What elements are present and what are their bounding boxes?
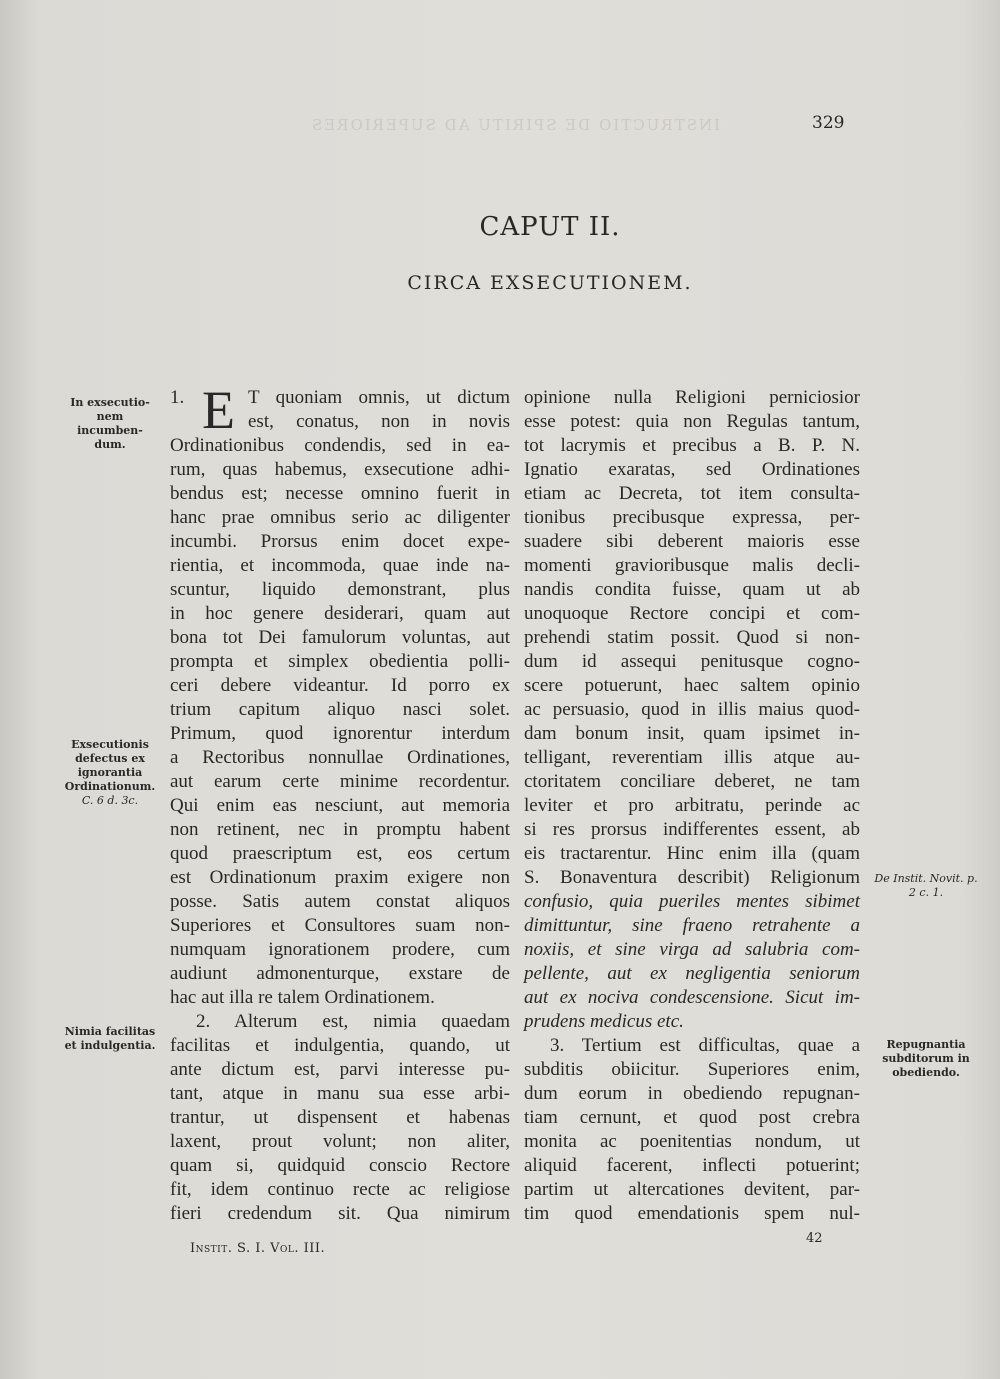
text-line: si res prorsus indifferentes essent, ab <box>524 819 860 840</box>
text-line: monita ac poenitentias nondum, ut <box>524 1131 860 1152</box>
text-line: hanc prae omnibus serio ac diligenter <box>170 507 510 528</box>
margin-note-facilitas: Nimia facilitas et indulgentia. <box>64 1025 156 1052</box>
bleed-through-header: INSTRUCTIO DE SPIRITU AD SUPERIORES <box>310 116 721 134</box>
text-line: ante dictum est, parvi interesse pu- <box>170 1059 510 1080</box>
text-line: fit, idem continuo recte ac religiose <box>170 1179 510 1200</box>
text-line: T quoniam omnis, ut dictum <box>248 387 510 408</box>
text-line: tim quod emendationis spem nul- <box>524 1203 860 1224</box>
text-line: aut ex nociva condescensione. Sicut im- <box>524 987 860 1008</box>
text-line: nandis condita fuisse, quam ut ab <box>524 579 860 600</box>
text-line: est, conatus, non in novis <box>248 411 510 432</box>
text-line: suadere sibi deberent maioris esse <box>524 531 860 552</box>
text-line: facilitas et indulgentia, quando, ut <box>170 1035 510 1056</box>
text-line: tant, atque in manu sua esse arbi- <box>170 1083 510 1104</box>
text-line: pellente, aut ex negligentia seniorum <box>524 963 860 984</box>
text-line: a Rectoribus nonnullae Ordinationes, <box>170 747 510 768</box>
text-line: non retinent, nec in promptu habent <box>170 819 510 840</box>
text-line: hac aut illa re talem Ordinationem. <box>170 987 435 1008</box>
text-line: momenti gravioribusque malis decli- <box>524 555 860 576</box>
text-line: dum eorum in obediendo repugnan- <box>524 1083 860 1104</box>
text-line: ac persuasio, quod in illis maius quod- <box>524 699 860 720</box>
text-line: tiam cernunt, et quod post crebra <box>524 1107 860 1128</box>
text-line: incumbi. Prorsus enim docet expe- <box>170 531 510 552</box>
margin-note-ignorantia-text: Exsecutionis defectus ex ignorantia Ordinationum. <box>64 738 156 793</box>
text-line: fieri credendum sit. Qua nimirum <box>170 1203 510 1224</box>
text-line: ctoritatem conciliare deberet, ne tam <box>524 771 860 792</box>
text-line: posse. Satis autem constat aliquos <box>170 891 510 912</box>
text-line: partim ut altercationes devitent, par- <box>524 1179 860 1200</box>
text-line: Ignatio exaratas, sed Ordinationes <box>524 459 860 480</box>
text-line: confusio, quia pueriles mentes sibimet <box>524 891 860 912</box>
text-line: dam bonum insit, quam ipsimet in- <box>524 723 860 744</box>
page-number: 329 <box>812 113 845 133</box>
text-line: prudens medicus etc. <box>524 1011 684 1032</box>
text-line: etiam ac Decreta, tot item consulta- <box>524 483 860 504</box>
text-line: 3. Tertium est difficultas, quae a <box>550 1035 860 1056</box>
text-line: 2. Alterum est, nimia quaedam <box>196 1011 510 1032</box>
text-line: unoquoque Rectore concipi et com- <box>524 603 860 624</box>
text-line: trium capitum aliquo nasci solet. <box>170 699 510 720</box>
footer-signature: Instit. S. I. Vol. III. <box>190 1241 326 1256</box>
text-line: esse potest: quia non Regulas tantum, <box>524 411 860 432</box>
chapter-title: CAPUT II. <box>479 212 621 242</box>
text-line: subditis obiicitur. Superiores enim, <box>524 1059 860 1080</box>
text-line: est Ordinationum praxim exigere non <box>170 867 510 888</box>
text-line: dum id assequi penitusque cogno- <box>524 651 860 672</box>
right-column <box>524 386 860 1226</box>
sheet-number: 42 <box>806 1231 823 1246</box>
text-line: telligant, reverentiam illis atque au- <box>524 747 860 768</box>
text-line: Superiores et Consultores suam non- <box>170 915 510 936</box>
paragraph-opening <box>170 380 510 440</box>
text-line: noxiis, et sine virga ad salubria com- <box>524 939 860 960</box>
text-line: ceri debere videantur. Id porro ex <box>170 675 510 696</box>
text-line: quam si, quidquid conscio Rectore <box>170 1155 510 1176</box>
text-line: opinione nulla Religioni perniciosior <box>524 387 860 408</box>
left-column <box>170 380 510 1226</box>
text-line: rientia, et incommoda, quae inde na- <box>170 555 510 576</box>
margin-note-ignorantia <box>62 738 158 808</box>
text-line: Qui enim eas nesciunt, aut memoria <box>170 795 510 816</box>
text-line: aut earum certe minime recordentur. <box>170 771 510 792</box>
text-line: bendus est; necesse omnino fuerit in <box>170 483 510 504</box>
text-line: prompta et simplex obedientia polli- <box>170 651 510 672</box>
text-line: leviter et pro arbitratu, perinde ac <box>524 795 860 816</box>
text-line: dimittuntur, sine fraeno retrahente a <box>524 915 860 936</box>
text-line: Primum, quod ignorentur interdum <box>170 723 510 744</box>
text-line: audiunt admonenturque, exstare de <box>170 963 510 984</box>
margin-note-ignorantia-ref: C. 6 d. 3c. <box>81 794 139 807</box>
drop-cap: E <box>202 380 235 440</box>
text-line: rum, quas habemus, exsecutione adhi- <box>170 459 510 480</box>
text-line: in hoc genere desiderari, quam aut <box>170 603 510 624</box>
text-line: prehendi statim possit. Quod si non- <box>524 627 860 648</box>
text-line: Ordinationibus condendis, sed in ea- <box>170 435 510 456</box>
text-line: aliquid facerent, inflecti potuerint; <box>524 1155 860 1176</box>
text-line: scere potuerunt, haec saltem opinio <box>524 675 860 696</box>
margin-note-repugnantia: Repugnantia subditorum in obediendo. <box>882 1038 970 1079</box>
section-heading: CIRCA EXSECUTIONEM. <box>407 272 693 294</box>
text-line: tionibus precibusque expressa, per- <box>524 507 860 528</box>
text-line: laxent, prout volunt; non aliter, <box>170 1131 510 1152</box>
paragraph-number: 1. <box>170 387 185 408</box>
text-line: numquam ignorationem prodere, cum <box>170 939 510 960</box>
text-line: scuntur, liquido demonstrant, plus <box>170 579 510 600</box>
text-line: trantur, ut dispensent et habenas <box>170 1107 510 1128</box>
text-line: eis tractarentur. Hinc enim illa (quam <box>524 843 860 864</box>
margin-note-de-instit: De Instit. Novit. p. 2 c. 1. <box>874 872 978 899</box>
margin-note-exsecutio: In exsecutio- nem incumben- dum. <box>70 396 150 451</box>
text-line: S. Bonaventura describit) Religionum <box>524 867 860 888</box>
text-line: bona tot Dei famulorum voluntas, aut <box>170 627 510 648</box>
text-line: tot lacrymis et precibus a B. P. N. <box>524 435 860 456</box>
text-line: quod praescriptum est, eos certum <box>170 843 510 864</box>
